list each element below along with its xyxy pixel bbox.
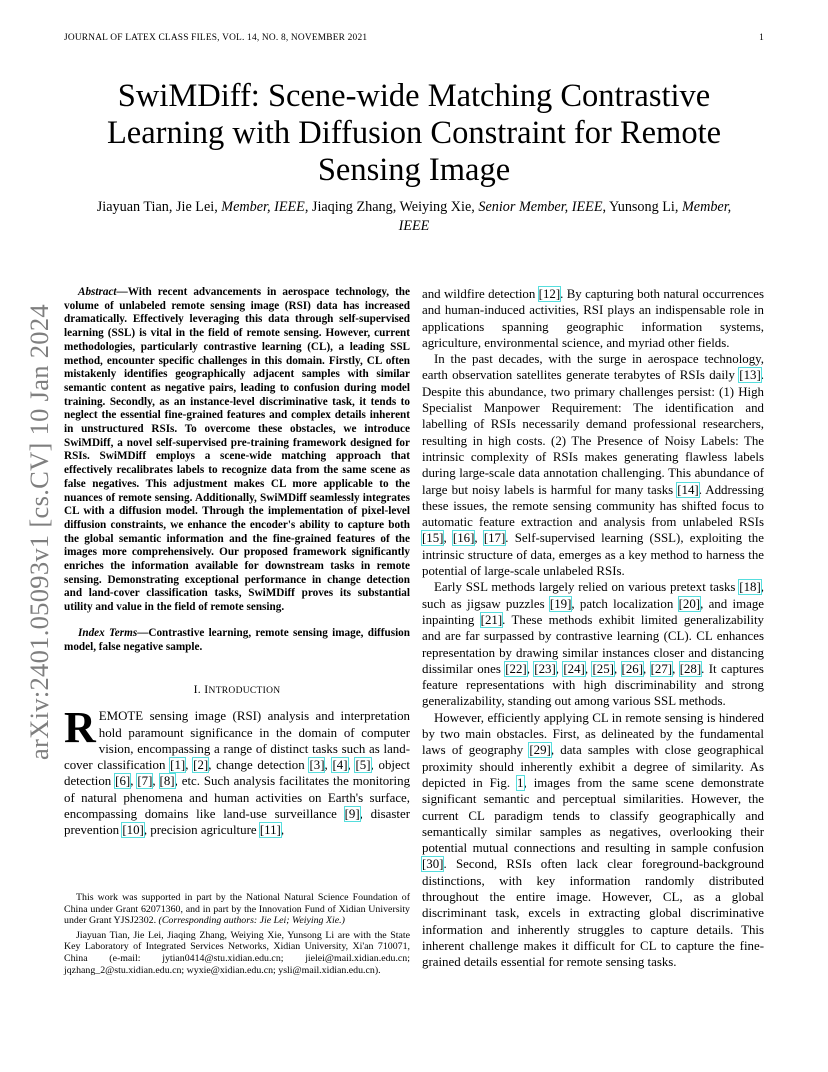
section-number: I. [193, 682, 202, 697]
citation-link[interactable]: [19] [549, 596, 572, 611]
body-text: In the past decades, with the surge in aerospace technology, earth observation satellites generate terabytes of RSIs daily [422, 352, 764, 383]
body-text: , data samples with close geographical proximity should inherently exhibit a degree of similarity. As depicted in Fig. [422, 743, 764, 790]
intro-text: , object detection [64, 758, 410, 789]
author-membership: Senior Member, IEEE [478, 199, 603, 215]
drop-cap: R [64, 703, 96, 753]
citation-link[interactable]: [25] [592, 661, 614, 676]
section-title-initial: I [204, 682, 209, 697]
abstract [64, 286, 410, 615]
citation-link[interactable]: [18] [739, 580, 761, 595]
citation-link[interactable]: [29] [529, 743, 551, 758]
body-text: , [672, 661, 680, 676]
citation-link[interactable]: [4] [332, 758, 348, 773]
citation-link[interactable]: [15] [422, 531, 444, 546]
body-text: . These methods exhibit limited generalizability and are far surpassed by contrastive learning (CL). CL enhances representation by drawing similar instances closer and distancing dissimilar ones [422, 612, 764, 676]
body-text: , [643, 661, 651, 676]
body-text: . Despite this abundance, two primary challenges persist: (1) High Specialist Manpower Requirement: The identification and labelling of RSIs necessarily demand professional researchers, resulting in high costs. (2) The Presence of Noisy Labels: The intrinsic complexity of RSIs makes generating flawless labels during large-scale data annotation challenging. This abundance of large but noisy labels is harmful for many tasks [422, 368, 764, 497]
body-text: , such as jigsaw puzzles [422, 580, 764, 611]
body-text: , [474, 531, 484, 546]
intro-text: , [130, 774, 138, 789]
body-text: . Second, RSIs often lack clear foreground-background distinctions, with key information randomly distributed throughout the entire image. However, CL, as a global discriminant task, excels in extracting global discriminative information and inherently struggles to capture details. This inherent challenge makes it difficult for CL to capture the fine-grained details essential for remote sensing tasks. [422, 857, 764, 970]
affiliation-footnote: Jiayuan Tian, Jie Lei, Jiaqing Zhang, Weiying Xie, Yunsong Li are with the State Key Laboratory of Integrated Services Networks, Xidian University, Xi'an 710071, China (e-mail: jytian0414@stu.xidian.edu.cn; jielei@mail.xidian.edu.cn; jqzhang_2@stu.xidian.edu.cn; wyxie@xidian.edu.cn; ysli@mail.xidian.edu.cn). [64, 929, 410, 976]
author-list [90, 198, 738, 236]
author-membership: Member, IEEE [398, 199, 732, 234]
body-text: , patch localization [571, 596, 679, 611]
body-text: , [555, 661, 564, 676]
body-text: , and image inpainting [422, 596, 765, 627]
citation-link[interactable]: [7] [137, 774, 153, 789]
body-text: , [613, 661, 622, 676]
funding-text: This work was supported in part by the National Natural Science Foundation of China under Grant 62071360, and in part by the Innovation Fund of Xidian University under Grant YJSJ2302. [64, 892, 410, 927]
authors-part: , Yunsong Li, [602, 199, 682, 215]
intro-text: , [185, 758, 194, 773]
corresponding-authors: (Corresponding authors: Jie Lei; Weiying Xie.) [158, 915, 345, 927]
body-text: . It captures feature representations with high discriminability and strong generalizability, standing out among various SSL methods. [422, 661, 764, 709]
intro-text: , etc. Such analysis facilitates the monitoring of natural phenomena and human activities on Earth's surface, encompassing domains like land-use surveillance [64, 774, 411, 822]
citation-link[interactable]: [2] [193, 758, 209, 773]
intro-text: , precision agriculture [143, 823, 260, 838]
citation-link[interactable]: [28] [679, 661, 702, 676]
citation-link[interactable]: [30] [422, 857, 444, 872]
intro-text: , disaster prevention [64, 807, 410, 838]
body-text: . By capturing both natural occurrences and human-induced activities, RSI plays an indispensable role in applications spanning geographic information systems, agriculture, environmental science, and myriad other fields. [422, 287, 764, 350]
journal-header: JOURNAL OF LATEX CLASS FILES, VOL. 14, NO. 8, NOVEMBER 2021 [64, 33, 368, 43]
body-text: and wildfire detection [422, 287, 539, 301]
figure-link[interactable]: 1 [517, 775, 524, 790]
author-membership: Member, IEEE [221, 199, 305, 215]
citation-link[interactable]: [3] [309, 758, 325, 773]
index-terms-label: Index Terms [78, 626, 138, 639]
body-text: , images from the same scene demonstrate significant semantic and perceptual similarities. However, the current CL paradigm tends to classify geographically and semantically similar samples as negatives, overlooking their potential mutual connections and resulting in sample confusion [422, 775, 764, 856]
citation-link[interactable]: [1] [170, 758, 186, 773]
abstract-label: Abstract [78, 286, 117, 298]
citation-link[interactable]: [6] [115, 774, 131, 789]
body-paragraph [422, 351, 764, 579]
index-terms-text: —Contrastive learning, remote sensing image, diffusion model, false negative sample. [64, 626, 411, 653]
arxiv-stamp[interactable]: arXiv:2401.05093v1 [cs.CV] 10 Jan 2024 [24, 304, 54, 760]
paper-title: SwiMDiff: Scene-wide Matching Contrastive Learning with Diffusion Constraint for Remote Sensing Image [106, 78, 722, 188]
citation-link[interactable]: [20] [678, 596, 701, 611]
section-title-rest: NTRODUCTION [208, 686, 281, 697]
citation-link[interactable]: [9] [344, 807, 360, 822]
intro-text: , [280, 823, 285, 838]
citation-link[interactable]: [16] [452, 531, 475, 546]
citation-link[interactable]: [12] [538, 287, 561, 301]
intro-text: , [152, 774, 160, 789]
intro-text: EMOTE sensing image (RSI) analysis and interpretation hold paramount significance in the domain of computer vision, encompassing a range of distinct tasks such as land-cover classification [64, 709, 410, 773]
citation-link[interactable]: [24] [563, 661, 585, 676]
page-number: 1 [759, 33, 764, 43]
citation-link[interactable]: [22] [505, 661, 527, 676]
citation-link[interactable]: [14] [677, 482, 699, 497]
body-text: However, efficiently applying CL in remote sensing is hindered by two main obstacles. First, as delineated by the fundamental laws of geography [422, 710, 764, 758]
intro-text: , [324, 758, 333, 773]
intro-text: , [347, 758, 356, 773]
intro-text: , change detection [208, 758, 310, 773]
index-terms [64, 627, 410, 654]
body-text: Early SSL methods largely relied on various pretext tasks [434, 580, 740, 595]
citation-link[interactable]: [27] [650, 661, 673, 676]
body-text: . Addressing these issues, the remote sensing community has shifted focus to automatic feature extraction and analysis from unlabeled RSIs [422, 482, 764, 530]
body-text: , [443, 531, 453, 546]
citation-link[interactable]: [5] [355, 758, 371, 773]
running-header [64, 33, 764, 47]
body-paragraph [422, 579, 764, 709]
body-text: , [584, 661, 593, 676]
authors-part: Jiayuan Tian, Jie Lei, [96, 199, 222, 215]
citation-link[interactable]: [10] [122, 823, 144, 838]
body-paragraph [422, 286, 764, 351]
citation-link[interactable]: [17] [483, 531, 506, 546]
footnotes [64, 892, 410, 979]
abstract-text: —With recent advancements in aerospace technology, the volume of unlabeled remote sensing image (RSI) data has increased dramatically. Effectively leveraging this data through self-supervised learning (SSL) is vital in the field of remote sensing. However, current methodologies, particularly contrastive learning (CL), a leading SSL method, encounter specific challenges in this domain. Firstly, CL often mistakenly identifies geographically adjacent samples with similar semantic content as negative pairs, leading to confusion during model training. Secondly, as an instance-level discriminative task, it tends to neglect the essential fine-grained features and complex details inherent in unstructured RSIs. To overcome these obstacles, we introduce SwiMDiff, a novel self-supervised pre-training framework designed for RSIs. SwiMDiff employs a scene-wide matching approach that effectively recalibrates labels to recognize data from the same scene as false negatives. This adjustment makes CL more applicable to the nuances of remote sensing. Additionally, SwiMDiff seamlessly integrates CL with a diffusion model. Through the implementation of pixel-level diffusion constraints, we enhance the encoder's ability to capture both the global semantic information and the fine-grained features of the images more comprehensively. Our proposed framework significantly enriches the information available for downstream tasks in remote sensing. Demonstrating exceptional performance in change detection and land-cover classification tasks, SwiMDiff proves its substantial utility and value in the field of remote sensing. [64, 286, 410, 614]
citation-link[interactable]: [11] [259, 823, 281, 838]
authors-part: , Jiaqing Zhang, Weiying Xie, [304, 199, 479, 215]
left-column [64, 286, 410, 839]
intro-paragraph [64, 703, 411, 838]
body-text: . Self-supervised learning (SSL), exploiting the intrinsic structure of data, emerges as a key method to harness the potential of large-scale unlabeled RSIs. [422, 531, 764, 579]
body-paragraph [422, 710, 764, 971]
citation-link[interactable]: [8] [159, 774, 175, 789]
funding-footnote [64, 892, 410, 927]
section-heading-introduction [64, 682, 410, 697]
body-text: , [526, 661, 535, 676]
right-column [422, 286, 764, 970]
citation-link[interactable]: [13] [739, 368, 761, 383]
citation-link[interactable]: [21] [480, 612, 503, 627]
citation-link[interactable]: [26] [621, 661, 644, 676]
citation-link[interactable]: [23] [534, 661, 556, 676]
